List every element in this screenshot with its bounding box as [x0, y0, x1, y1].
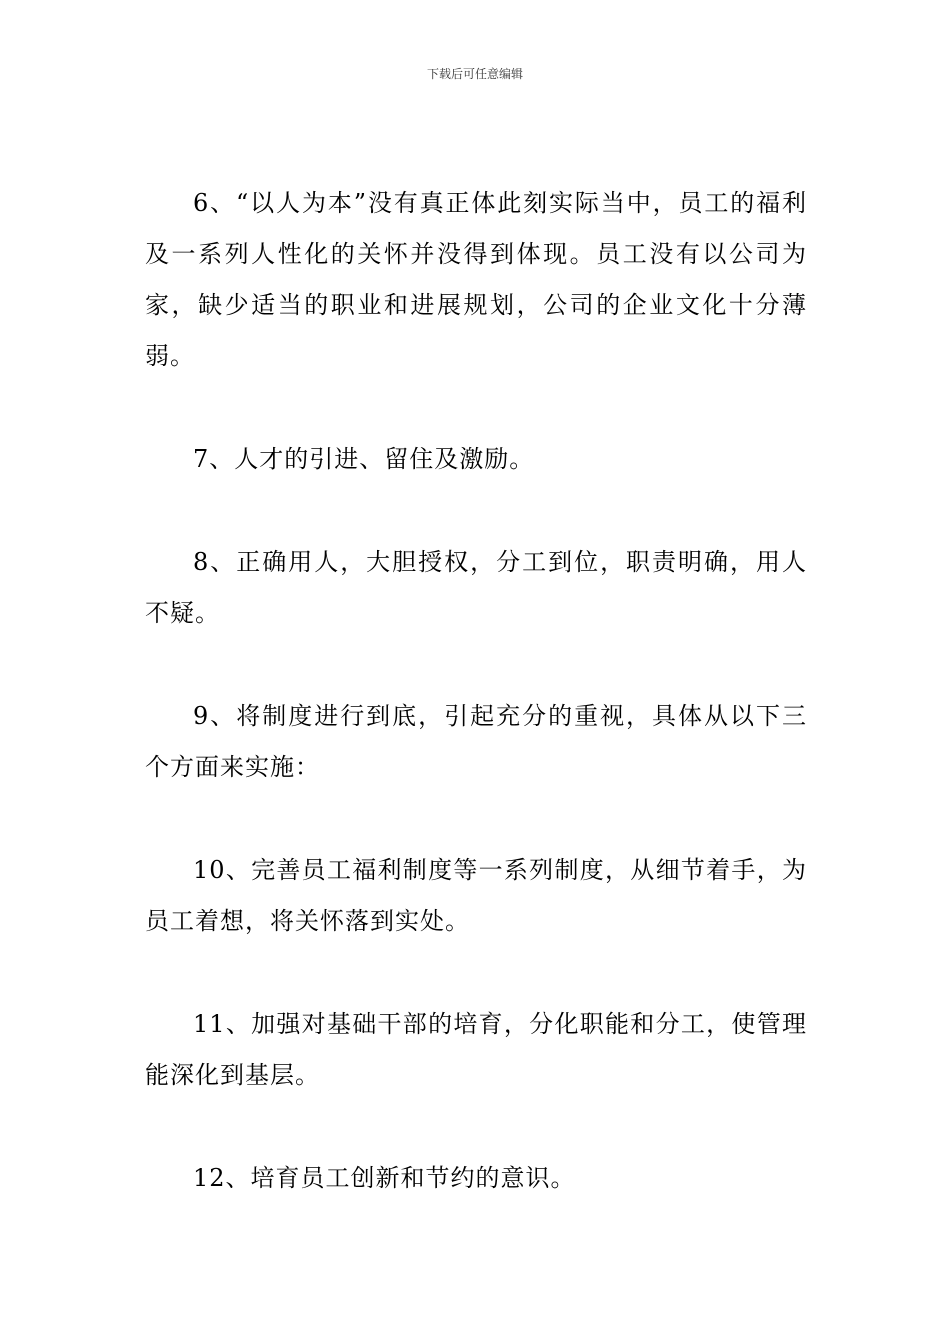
- document-body: [145, 178, 807, 1256]
- paragraph-item-6: 6、“以人为本”没有真正体此刻实际当中，员工的福利及一系列人性化的关怀并没得到体现。员工没有以公司为家，缺少适当的职业和进展规划，公司的企业文化十分薄弱。: [145, 189, 807, 370]
- paragraph-item-7: 7、人才的引进、留住及激励。: [193, 445, 535, 473]
- paragraph-item-10: 10、完善员工福利制度等一系列制度，从细节着手，为员工着想，将关怀落到实处。: [145, 856, 807, 935]
- page-header-note: 下载后可任意编辑: [426, 67, 523, 81]
- paragraph-item-9: 9、将制度进行到底，引起充分的重视，具体从以下三个方面来实施：: [145, 702, 807, 781]
- paragraph-item-8: 8、正确用人，大胆授权，分工到位，职责明确，用人不疑。: [145, 548, 807, 627]
- paragraph-item-12: 12、培育员工创新和节约的意识。: [193, 1164, 576, 1192]
- paragraph-item-11: 11、加强对基础干部的培育，分化职能和分工，使管理能深化到基层。: [145, 1010, 807, 1089]
